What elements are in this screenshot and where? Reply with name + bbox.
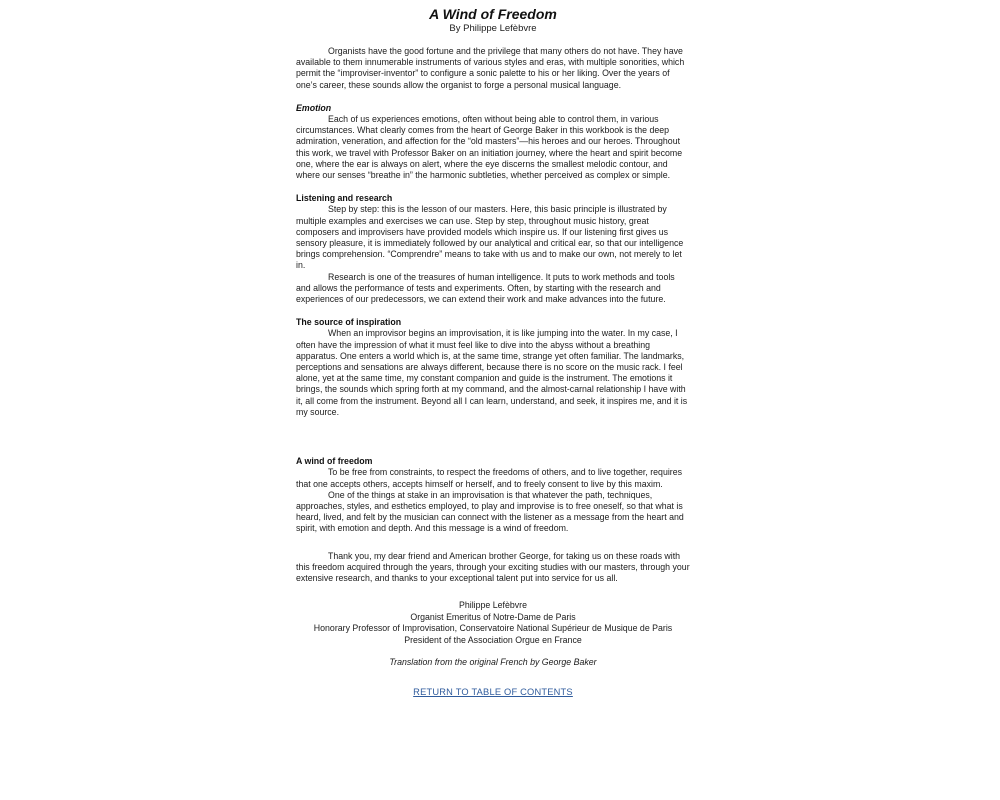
byline: By Philippe Lefèbvre: [449, 23, 537, 34]
signature-line-title-3: President of the Association Orgue en France: [404, 634, 582, 645]
section-listening-and-research: [296, 193, 690, 305]
paragraph: Step by step: this is the lesson of our masters. Here, this basic principle is illustrated by multiple examples and exercises we can use. Step by step, throughout music history, great composers and improvisers have provided models which inspire us. If our listening first gives us sensory pleasure, it is immediately followed by our analytical and critical ear, so that our intelligence brings comprehension. “Comprendre” means to take with us and to make our own, not merely to let in.: [296, 204, 684, 271]
page-title: A Wind of Freedom: [429, 6, 557, 22]
translation-note: Translation from the original French by George Baker: [389, 657, 597, 668]
return-to-toc-link[interactable]: RETURN TO TABLE OF CONTENTS: [413, 687, 573, 698]
paragraph: Research is one of the treasures of human intelligence. It puts to work methods and tools and allows the performance of tests and experiments. Often, by starting with the research and experiences of our predecessors, we can extend their work and make advances into the future.: [296, 271, 675, 305]
closing-thanks-paragraph: Thank you, my dear friend and American brother George, for taking us on these roads with this freedom acquired through the years, through your exciting studies with our masters, through your extensive research, and thanks to your exceptional talent put into service for us all.: [296, 550, 690, 583]
return-link-row: [296, 682, 690, 700]
section-heading-emotion: Emotion: [296, 102, 332, 113]
signature-line-title-2: Honorary Professor of Improvisation, Conservatoire National Supérieur de Musique de Paris: [313, 623, 673, 634]
paragraph: One of the things at stake in an improvisation is that whatever the path, techniques, approaches, styles, and esthetics employed, to play and improvise is to free oneself, so that what is heard, lived, and felt by the musician can connect with the listener as a message from the heart and spirit, with emotion and depth. And this message is a wind of freedom.: [296, 489, 684, 534]
signature-block: [296, 600, 690, 646]
paragraph: When an improvisor begins an improvisation, it is like jumping into the water. In my case, I often have the impression of what it must feel like to dive into the abyss without a breathing apparatus. One enters a world which is, at the same time, strange yet often familiar. The landmarks, perceptions and sensations are always different, because there is no score on the music rack. I feel alone, yet at the same time, my constant companion and guide is the instrument. The emotions it brings, the sounds which spring forth at my command, and the almost-carnal relationship I have with it, all come from the instrument. Beyond all I can learn, understand, and seek, it inspires me, and it is my source.: [296, 328, 688, 417]
section-source-of-inspiration: [296, 317, 690, 418]
signature-line-title-1: Organist Emeritus of Notre-Dame de Paris: [410, 611, 576, 622]
section-heading-listening: Listening and research: [296, 193, 393, 204]
section-heading-wind: A wind of freedom: [296, 456, 373, 467]
document-content: [296, 6, 690, 700]
section-wind-of-freedom: [296, 456, 690, 534]
signature-line-name: Philippe Lefèbvre: [459, 600, 527, 611]
intro-paragraph: Organists have the good fortune and the privilege that many others do not have. They have available to them innumerable instruments of various styles and eras, with multiple sonorities, which permit the “improviser-inventor” to configure a sonic palette to his or her liking. Over the years of one’s career, these sounds allow the organist to forge a personal musical language.: [296, 46, 685, 90]
paragraph: To be free from constraints, to respect the freedoms of others, and to live together, requires that one accepts others, accepts himself or herself, and to freely consent to live by this maxim.: [296, 467, 683, 489]
section-emotion: [296, 103, 690, 181]
section-heading-source: The source of inspiration: [296, 317, 402, 328]
paragraph: Each of us experiences emotions, often without being able to control them, in various circumstances. What clearly comes from the heart of George Baker in this workbook is the deep admiration, veneration, and affection for the “old masters”—his heroes and our heroes. Throughout this work, we travel with Professor Baker on an initiation journey, where the heart and spirit become one, where the ear is always on alert, where the eye discerns the smallest melodic contour, and where our senses “breathe in” the harmonic subtleties, whether perceived as complex or simple.: [296, 114, 683, 181]
